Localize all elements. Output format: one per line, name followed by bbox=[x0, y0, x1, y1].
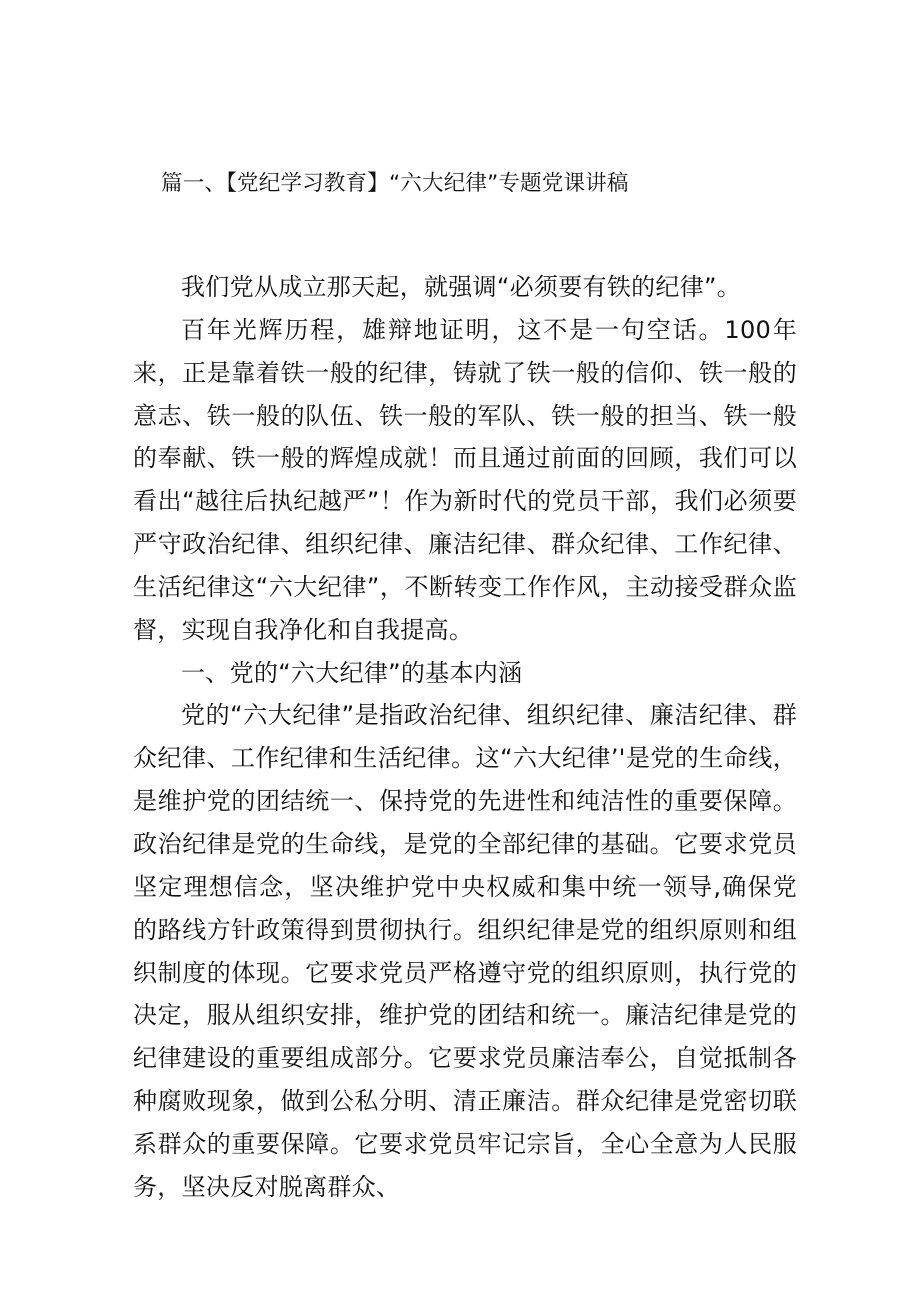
paragraph-intro: 我们党从成立那天起，就强调“必须要有铁的纪律”。 bbox=[181, 273, 742, 301]
document-body bbox=[133, 266, 797, 1209]
paragraph-history: 百年光辉历程，雄辩地证明，这不是一句空话。100年来，正是靠着铁一般的纪律，铸就了铁一般的信仰、铁一般的意志、铁一般的队伍、铁一般的军队、铁一般的担当、铁一般的奉献、铁一般的辉煌成就！而且通过前面的回顾，我们可以看出“越往后执纪越严”！作为新时代的党员干部，我们必须要严守政治纪律、组织纪律、廉洁纪律、群众纪律、工作纪律、生活纪律这“六大纪律”，不断转变工作作风，主动接受群众监督，实现自我净化和自我提高。 bbox=[133, 315, 797, 644]
section-heading: 一、党的“六大纪律”的基本内涵 bbox=[181, 658, 523, 687]
document-title: 篇一、【党纪学习教育】“六大纪律”专题党课讲稿 bbox=[161, 171, 629, 196]
paragraph-six-disciplines: 党的“六大纪律”是指政治纪律、组织纪律、廉洁纪律、群众纪律、工作纪律和生活纪律。这“六大纪律’'是党的生命线，是维护党的团结统一、保持党的先进性和纯洁性的重要保障。政治纪律是党的生命线，是党的全部纪律的基础。它要求党员坚定理想信念，坚决维护党中央权威和集中统一领导,确保党的路线方针政策得到贯彻执行。组织纪律是党的组织原则和组织制度的体现。它要求党员严格遵守党的组织原则，执行党的决定，服从组织安排，维护党的团结和统一。廉洁纪律是党的纪律建设的重要组成部分。它要求党员廉洁奉公，自觉抵制各种腐败现象，做到公私分明、清正廉洁。群众纪律是党密切联系群众的重要保障。它要求党员牢记宗旨，全心全意为人民服务，坚决反对脱离群众、 bbox=[133, 701, 797, 1201]
